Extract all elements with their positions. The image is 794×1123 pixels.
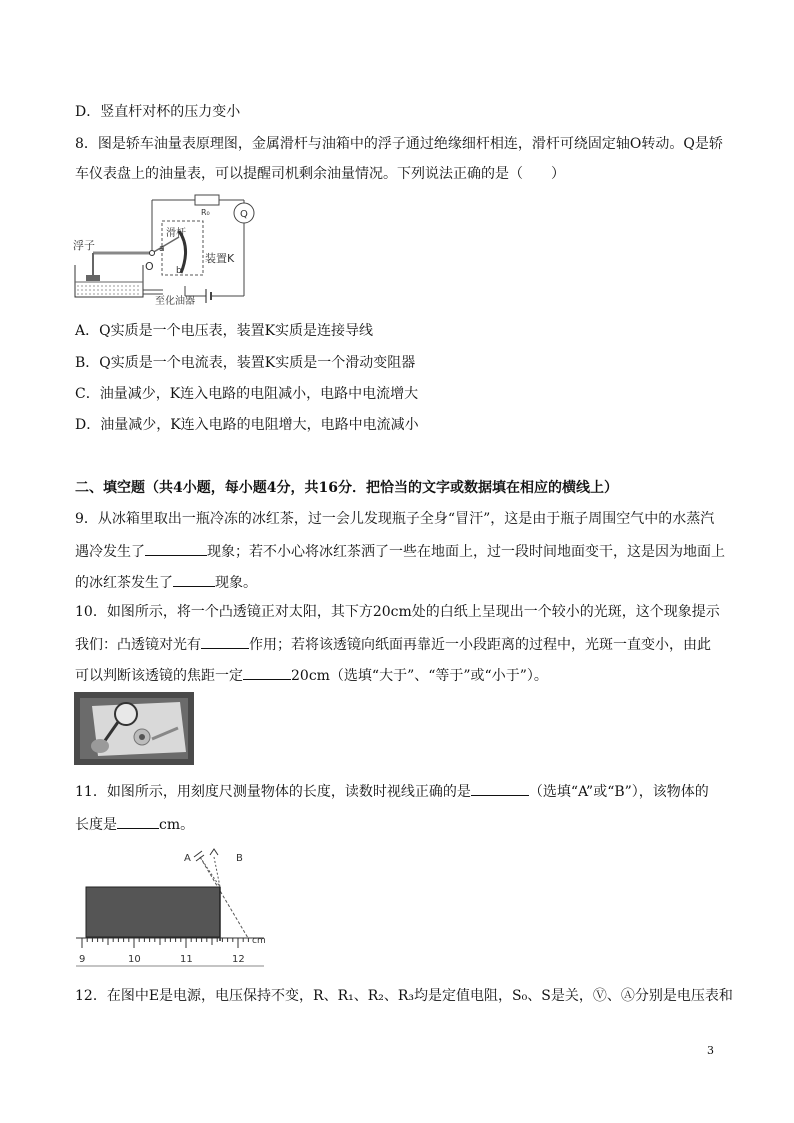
- answer-blank-q10-1[interactable]: [201, 635, 249, 649]
- question10-line3-end: 20cm（选填“大于”、“等于”或“小于”）。: [291, 668, 548, 684]
- question10-line3-start: 可以判断该透镜的焦距一定: [75, 668, 243, 684]
- label-to-carburetor: 至化油器: [155, 296, 195, 305]
- section2-heading: 二、填空题（共4小题，每小题4分，共16分．把恰当的文字或数据填在相应的横线上）: [75, 480, 618, 496]
- ruler-tick-9: 9: [79, 954, 86, 965]
- question8-stem-line2: 车仪表盘上的油量表，可以提醒司机剩余油量情况。下列说法正确的是（ ）: [75, 166, 565, 182]
- answer-blank-q11-1[interactable]: [471, 782, 529, 796]
- label-float: 浮子: [73, 239, 95, 252]
- sight-label-b: B: [236, 853, 243, 864]
- fuel-gauge-circuit-diagram: [73, 193, 273, 305]
- question11-line2-start: 长度是: [75, 817, 117, 833]
- ruler-unit: cm: [252, 936, 266, 946]
- label-pivot-o: O: [145, 260, 154, 273]
- question8-option-b: B．Q实质是一个电流表，装置K实质是一个滑动变阻器: [75, 355, 416, 371]
- label-r0: R₀: [201, 208, 210, 217]
- fuel-gauge-circuit-figure: [73, 193, 273, 305]
- question11-line2: [75, 815, 194, 833]
- convex-lens-photo: [74, 692, 194, 765]
- ruler-tick-12: 12: [232, 954, 245, 965]
- question8-option-c: C．油量减少，K连入电路的电阻减小，电路中电流增大: [75, 386, 419, 402]
- question10-line2-start: 我们：凸透镜对光有: [75, 637, 201, 653]
- ruler-measurement-diagram: [74, 843, 278, 967]
- ruler-tick-10: 10: [128, 954, 141, 965]
- ruler-tick-11: 11: [180, 954, 193, 965]
- page-number: 3: [707, 1044, 714, 1057]
- question9-line2: [75, 542, 725, 560]
- question12-line1: 12．在图中E是电源，电压保持不变，R、R₁、R₂、R₃均是定值电阻，S₀、S是关，Ⓥ、Ⓐ分别是电压表和: [75, 988, 733, 1004]
- question7-option-d: D．竖直杆对杯的压力变小: [75, 104, 241, 120]
- question11-line2-end: cm。: [159, 817, 195, 833]
- question8-option-d: D．油量减少，K连入电路的电阻增大，电路中电流减小: [75, 417, 419, 433]
- question9-line3: [75, 573, 257, 591]
- label-device-k: 装置K: [205, 252, 235, 265]
- question9-line1: 9．从冰箱里取出一瓶冷冻的冰红茶，过一会儿发现瓶子全身“冒汗”，这是由于瓶子周围空气中的水蒸汽: [75, 511, 715, 527]
- convex-lens-photo-drawing: [74, 692, 194, 765]
- question9-line2-end: 现象；若不小心将冰红茶洒了一些在地面上，过一段时间地面变干，这是因为地面上: [207, 544, 725, 560]
- answer-blank-q9-1[interactable]: [145, 542, 207, 556]
- question9-line2-start: 遇冷发生了: [75, 544, 145, 560]
- question8-stem-line1: 8．图是轿车油量表原理图，金属滑杆与油箱中的浮子通过绝缘细杆相连，滑杆可绕固定轴O转动。Q是轿: [75, 136, 723, 152]
- question10-line2-end: 作用；若将该透镜向纸面再靠近一小段距离的过程中，光斑一直变小，由此: [249, 637, 711, 653]
- label-a: a: [159, 244, 165, 254]
- question8-option-a: A．Q实质是一个电压表，装置K实质是连接导线: [75, 323, 374, 339]
- label-q: Q: [240, 209, 248, 220]
- question9-line3-start: 的冰红茶发生了: [75, 575, 173, 591]
- answer-blank-q9-2[interactable]: [173, 573, 215, 587]
- question10-line2: [75, 635, 711, 653]
- label-rod: 滑杆: [166, 228, 186, 239]
- question10-line1: 10．如图所示，将一个凸透镜正对太阳，其下方20cm处的白纸上呈现出一个较小的光斑，这个现象提示: [75, 604, 720, 620]
- answer-blank-q10-2[interactable]: [243, 666, 291, 680]
- label-b: b: [176, 266, 182, 276]
- question11-line1-start: 11．如图所示，用刻度尺测量物体的长度，读数时视线正确的是: [75, 784, 471, 800]
- question9-line3-end: 现象。: [215, 575, 257, 591]
- answer-blank-q11-2[interactable]: [117, 815, 159, 829]
- question10-line3: [75, 666, 548, 684]
- question11-line1: [75, 782, 709, 800]
- ruler-measurement-figure: [74, 843, 278, 967]
- sight-label-a: A: [184, 853, 191, 864]
- question11-line1-end: （选填“A”或“B”），该物体的: [528, 784, 709, 800]
